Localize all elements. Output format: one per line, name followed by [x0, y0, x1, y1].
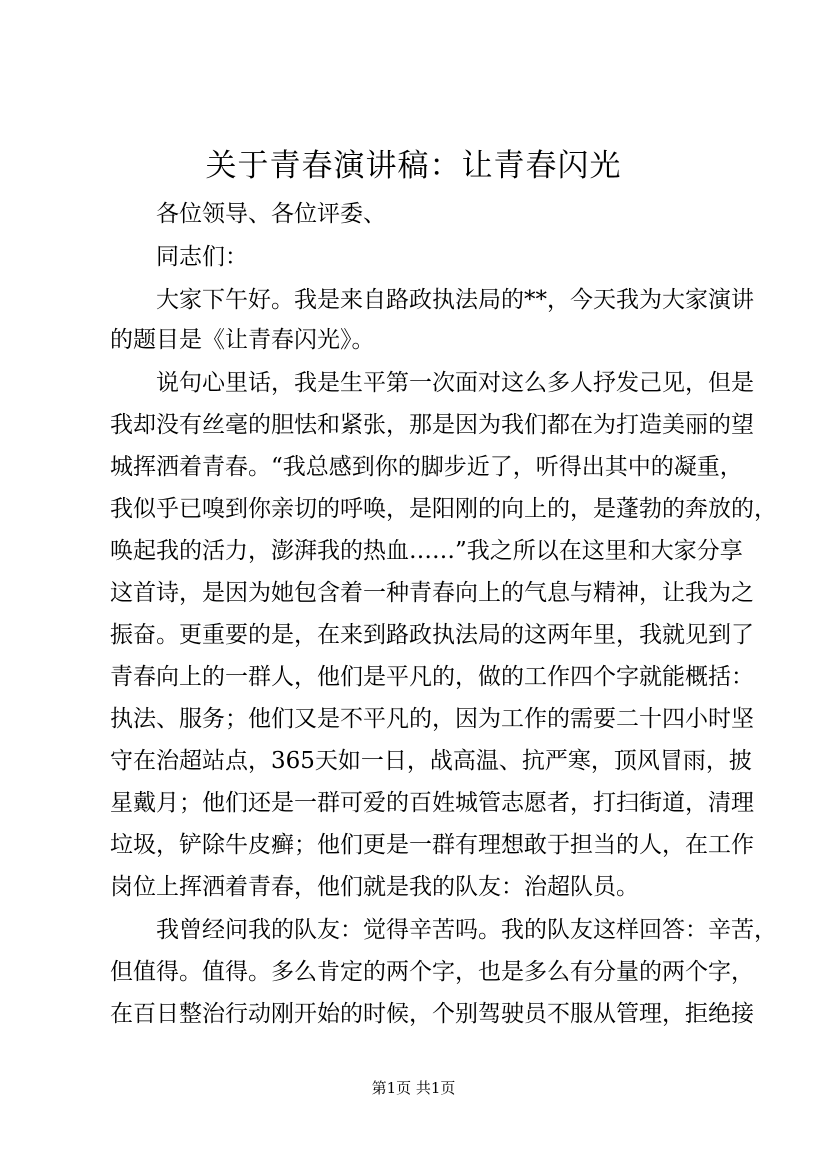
body-line: 岗位上挥洒着青春，他们就是我的队友：治超队员。	[110, 874, 639, 900]
body-line: 垃圾，铲除牛皮癣；他们更是一群有理想敢于担当的人，在工作	[110, 832, 754, 858]
greeting-line: 各位领导、各位评委、	[156, 201, 386, 227]
body-line: 我却没有丝毫的胆怯和紧张，那是因为我们都在为打造美丽的望	[110, 412, 754, 438]
body-line: 唤起我的活力，澎湃我的热血……”我之所以在这里和大家分享	[110, 538, 743, 564]
greeting-line: 同志们：	[156, 244, 248, 270]
body-line: 的题目是《让青春闪光》。	[110, 327, 375, 353]
page-footer: 第1页 共1页	[371, 1079, 456, 1097]
body-line: 在百日整治行动刚开始的时候，个别驾驶员不服从管理，拒绝接	[110, 1001, 754, 1027]
body-line: 振奋。更重要的是，在来到路政执法局的这两年里，我就见到了	[110, 622, 754, 648]
body-line: 星戴月；他们还是一群可爱的百姓城管志愿者，打扫街道，清理	[110, 790, 754, 816]
body-line: 大家下午好。我是来自路政执法局的**，今天我为大家演讲	[156, 287, 754, 313]
body-line: 城挥洒着青春。“我总感到你的脚步近了，听得出其中的凝重，	[110, 454, 743, 480]
body-line: 但值得。值得。多么肯定的两个字，也是多么有分量的两个字，	[110, 959, 754, 985]
body-line: 我曾经问我的队友：觉得辛苦吗。我的队友这样回答：辛苦，	[156, 917, 777, 943]
body-line: 青春向上的一群人，他们是平凡的，做的工作四个字就能概括：	[110, 664, 754, 690]
body-line: 说句心里话，我是生平第一次面对这么多人抒发己见，但是	[156, 370, 754, 396]
body-line: 守在治超站点，365天如一日，战高温、抗严寒，顶风冒雨，披	[110, 748, 752, 774]
body-line: 执法、服务；他们又是不平凡的，因为工作的需要二十四小时坚	[110, 706, 754, 732]
body-line: 这首诗，是因为她包含着一种青春向上的气息与精神，让我为之	[110, 580, 754, 606]
document-title: 关于青春演讲稿：让青春闪光	[205, 148, 622, 184]
body-line: 我似乎已嗅到你亲切的呼唤，是阳刚的向上的，是蓬勃的奔放的，	[110, 496, 777, 522]
